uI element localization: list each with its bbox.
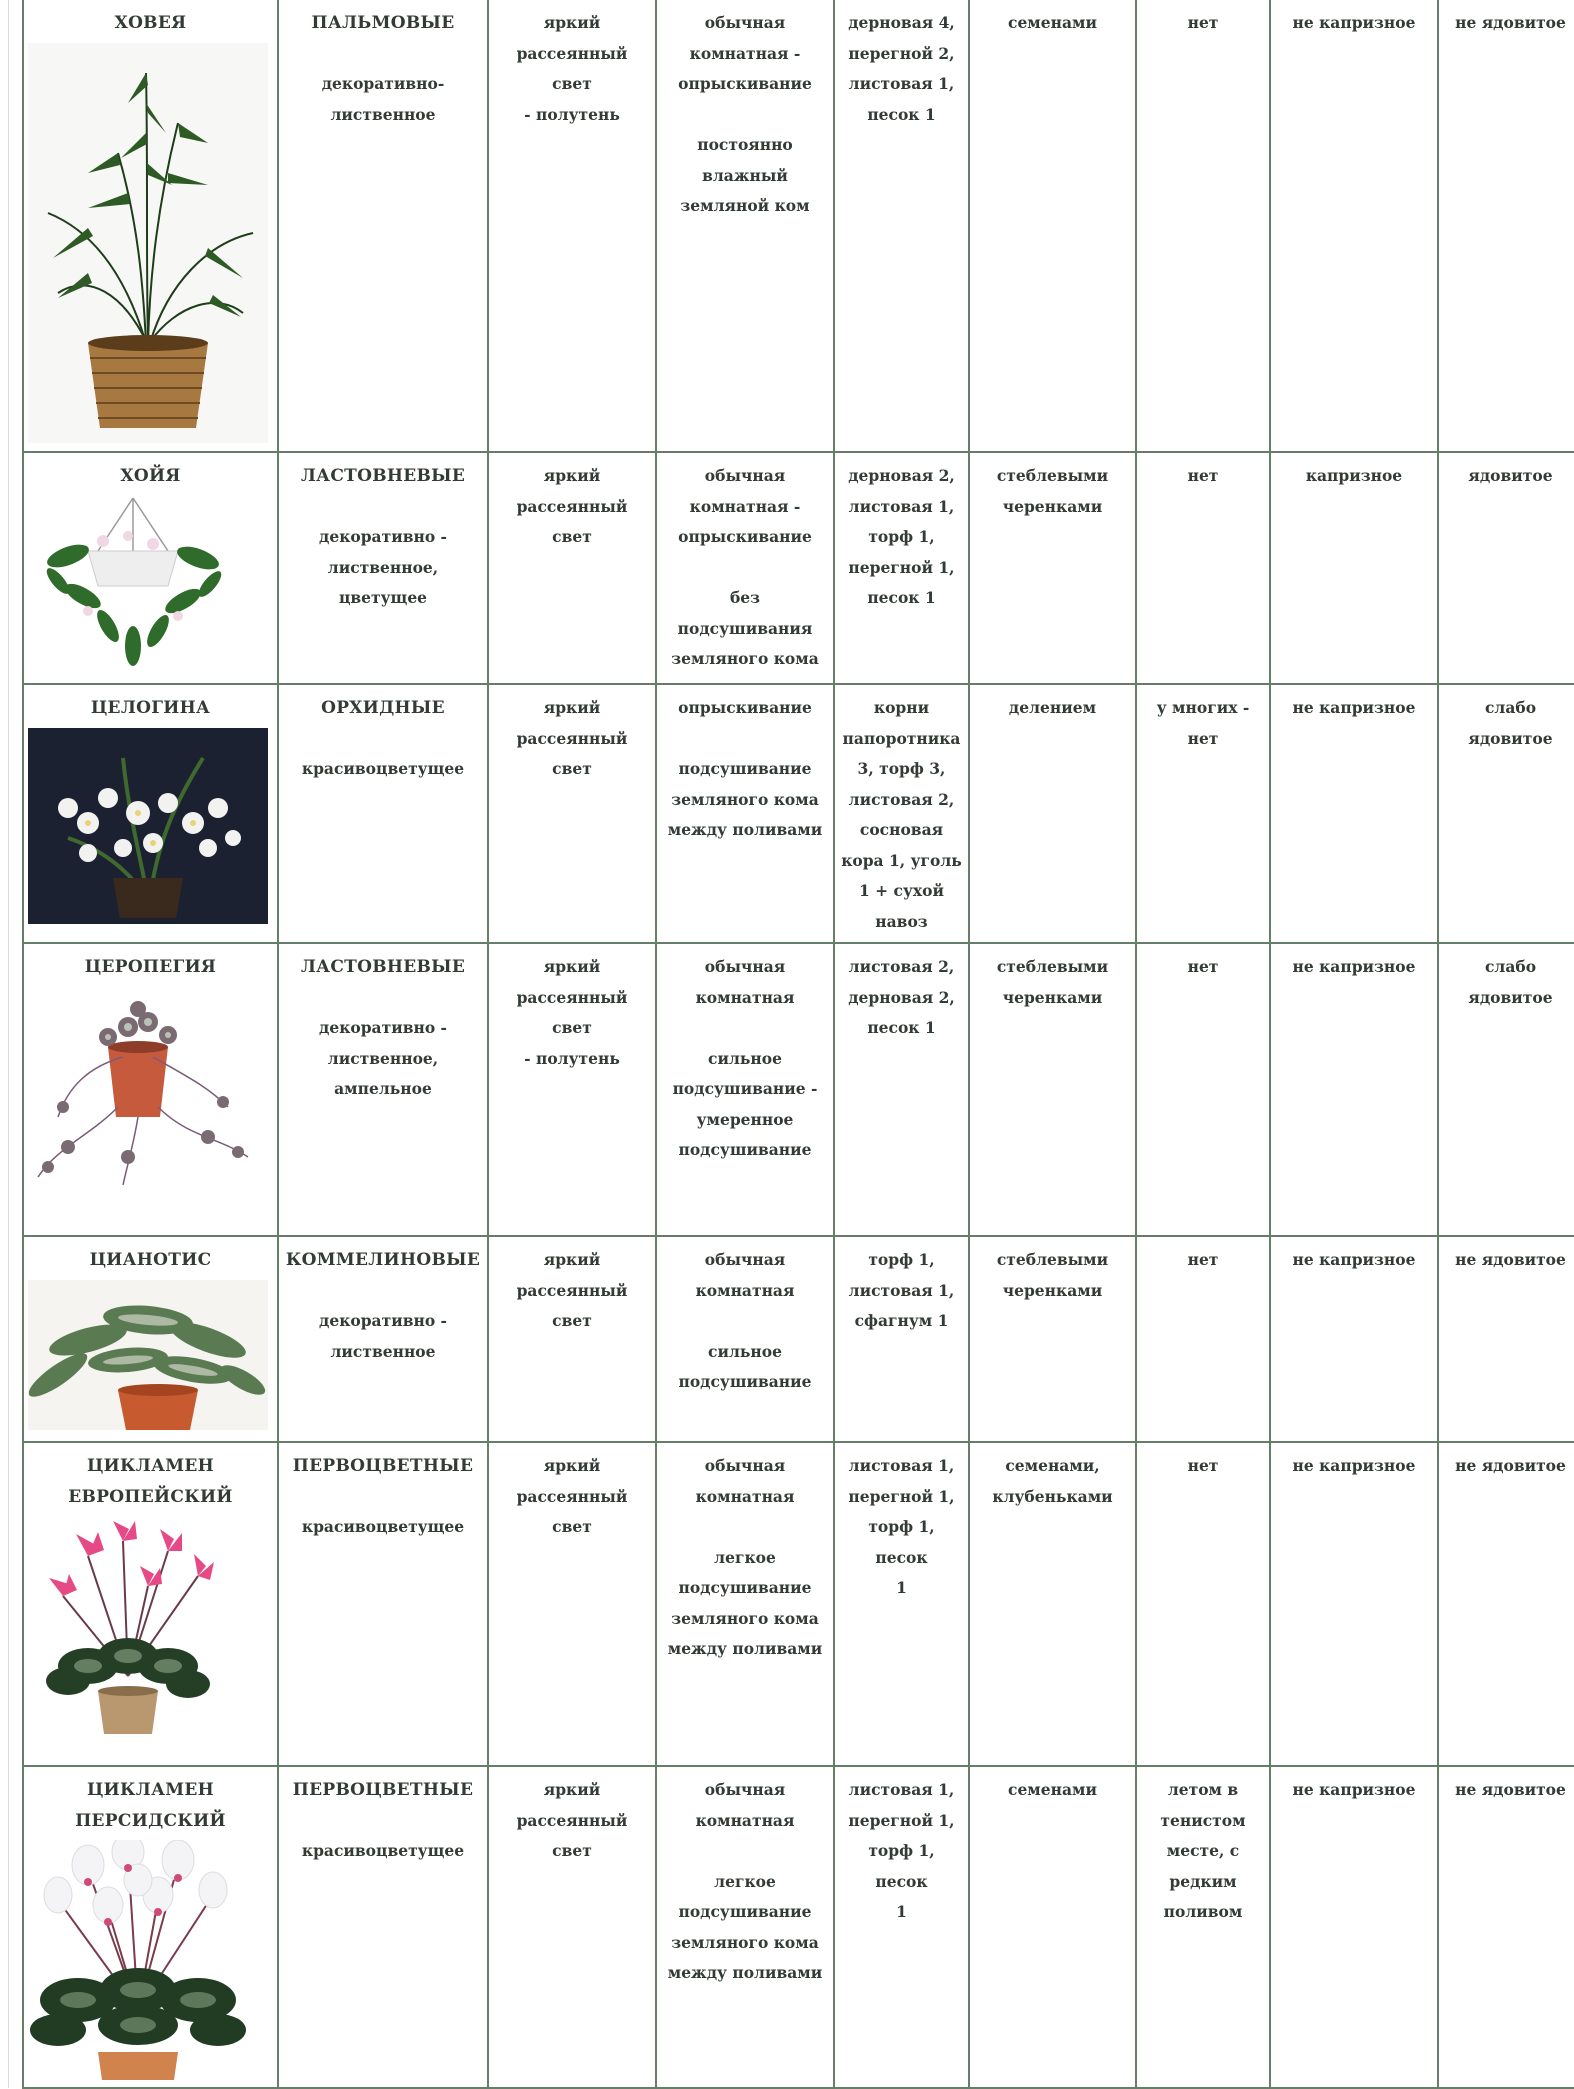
table-row <box>23 1442 1574 1766</box>
propagation-cell <box>969 1442 1136 1766</box>
propagation-cell <box>969 684 1136 943</box>
soil-line: сфагнум 1 <box>854 1311 949 1330</box>
ceropegia-vine-icon <box>28 987 273 1187</box>
soil-cell <box>834 1236 969 1442</box>
toxicity-line: ядовитое <box>1468 987 1553 1007</box>
soil-line: корни <box>873 698 930 717</box>
humidity-line: опрыскивание <box>678 698 812 717</box>
care-line: не капризное <box>1292 957 1416 976</box>
soil-cell <box>834 943 969 1236</box>
propagation-line: семенами, <box>1005 1456 1100 1475</box>
plant-name: ЕВРОПЕЙСКИЙ <box>68 1486 233 1507</box>
watering-line: между поливами <box>667 1639 823 1658</box>
family-cell <box>278 452 488 684</box>
watering-line: подсушивание <box>678 1372 812 1391</box>
watering-line: легкое <box>714 1871 776 1891</box>
plant-name: ЦИКЛАМЕН <box>86 1456 215 1476</box>
rest-period-cell <box>1136 1766 1270 2088</box>
care-cell <box>1270 1442 1438 1766</box>
soil-line: перегной 1, <box>848 1810 955 1830</box>
rest-period-line: редким <box>1169 1871 1237 1891</box>
soil-line: перегной 2, <box>848 43 955 63</box>
watering-line: между поливами <box>667 820 823 839</box>
plant-name: ЦЕЛОГИНА <box>90 698 211 718</box>
light-line: - полутень <box>524 1048 620 1068</box>
humidity-line: комнатная - <box>689 43 801 63</box>
light-line: яркий <box>543 1456 601 1475</box>
watering-cell <box>656 1766 834 2088</box>
toxicity-cell <box>1438 684 1574 943</box>
soil-line: листовая 1, <box>848 74 955 93</box>
soil-line: листовая 2, <box>848 789 955 809</box>
table-row <box>23 0 1574 452</box>
care-line: не капризное <box>1292 698 1416 717</box>
plant-family: ЛАСТОВНЕВЫЕ <box>300 466 466 486</box>
watering-line: подсушивание <box>678 1902 812 1921</box>
propagation-cell <box>969 1236 1136 1442</box>
care-cell <box>1270 943 1438 1236</box>
soil-line: 1 + сухой <box>858 881 944 900</box>
plant-name: ПЕРСИДСКИЙ <box>75 1810 226 1831</box>
rest-period-line: тенистом <box>1160 1810 1246 1830</box>
rest-period-line: нет <box>1187 1456 1219 1475</box>
rest-period-cell <box>1136 1442 1270 1766</box>
light-line: яркий <box>543 13 601 32</box>
soil-line: песок 1 <box>867 104 936 124</box>
plant-name-cell <box>23 1766 278 2088</box>
plant-name-cell <box>23 452 278 684</box>
toxicity-line: ядовитое <box>1468 728 1553 748</box>
humidity-line: обычная <box>704 1250 786 1269</box>
table-row <box>23 943 1574 1236</box>
humidity-line: комнатная - <box>689 496 801 516</box>
watering-cell <box>656 943 834 1236</box>
watering-line: земляного кома <box>671 1932 819 1952</box>
soil-line: 1 <box>896 1902 907 1921</box>
soil-line: 3, торф 3, <box>857 759 946 778</box>
light-line: рассеянный свет <box>516 728 628 778</box>
light-cell <box>488 0 656 452</box>
plant-type-line: красивоцветущее <box>301 1517 465 1536</box>
family-cell <box>278 1442 488 1766</box>
watering-line: земляного кома <box>671 1608 819 1628</box>
rest-period-line: нет <box>1187 1250 1219 1269</box>
soil-cell <box>834 0 969 452</box>
care-line: не капризное <box>1292 1456 1416 1475</box>
soil-line: дерновая 2, <box>848 987 955 1007</box>
plant-name: ЦИАНОТИС <box>89 1250 212 1270</box>
watering-line: без подсушивания <box>677 588 813 638</box>
care-line: не капризное <box>1292 1250 1416 1269</box>
humidity-line: обычная <box>704 466 786 485</box>
light-line: рассеянный свет <box>516 496 628 546</box>
light-line: - полутень <box>524 104 620 124</box>
watering-line: земляного кома <box>671 649 819 668</box>
soil-cell <box>834 452 969 684</box>
plant-family: КОММЕЛИНОВЫЕ <box>285 1250 481 1270</box>
toxicity-cell <box>1438 0 1574 452</box>
propagation-line: стеблевыми <box>996 957 1109 976</box>
care-cell <box>1270 452 1438 684</box>
toxicity-line: ядовитое <box>1468 466 1553 485</box>
watering-line: подсушивание <box>678 1578 812 1597</box>
propagation-line: стеблевыми <box>996 466 1109 485</box>
care-cell <box>1270 1236 1438 1442</box>
rest-period-line: поливом <box>1163 1902 1243 1921</box>
plant-type-line: декоративно- <box>321 74 445 93</box>
family-cell <box>278 0 488 452</box>
watering-cell <box>656 452 834 684</box>
family-cell <box>278 684 488 943</box>
watering-cell <box>656 1442 834 1766</box>
light-line: рассеянный свет <box>516 1280 628 1330</box>
care-cell <box>1270 0 1438 452</box>
propagation-line: семенами <box>1008 13 1097 32</box>
family-cell <box>278 943 488 1236</box>
plant-name-cell <box>23 1236 278 1442</box>
watering-line: легкое <box>714 1547 776 1567</box>
watering-line: постоянно <box>697 135 793 154</box>
watering-line: подсушивание <box>678 759 812 778</box>
toxicity-cell <box>1438 1442 1574 1766</box>
soil-line: торф 1, песок <box>868 1517 935 1567</box>
soil-line: папоротника <box>842 728 961 748</box>
toxicity-cell <box>1438 1236 1574 1442</box>
watering-cell <box>656 1236 834 1442</box>
rest-period-cell <box>1136 452 1270 684</box>
watering-line: умеренное <box>696 1109 794 1129</box>
care-line: капризное <box>1305 466 1403 485</box>
rest-period-line: месте, с <box>1166 1841 1240 1860</box>
propagation-line: клубеньками <box>992 1486 1113 1506</box>
soil-line: листовая 2, <box>848 957 955 976</box>
care-cell <box>1270 684 1438 943</box>
plant-name: ХОВЕЯ <box>114 13 187 33</box>
watering-line: земляного кома <box>671 789 819 809</box>
soil-line: дерновая 4, <box>848 13 955 32</box>
watering-line: между поливами <box>667 1963 823 1982</box>
care-cell <box>1270 1766 1438 2088</box>
watering-line: влажный <box>702 165 788 185</box>
propagation-cell <box>969 943 1136 1236</box>
watering-cell <box>656 684 834 943</box>
soil-line: торф 1, песок <box>868 1841 935 1891</box>
rest-period-cell <box>1136 1236 1270 1442</box>
toxicity-line: не ядовитое <box>1455 1456 1566 1475</box>
plant-family: ПАЛЬМОВЫЕ <box>311 13 455 33</box>
plant-type-line: декоративно - <box>319 1018 447 1037</box>
care-line: не капризное <box>1292 13 1416 32</box>
humidity-line: комнатная <box>695 1810 795 1830</box>
propagation-line: семенами <box>1008 1780 1097 1799</box>
table-row <box>23 684 1574 943</box>
soil-line: сосновая <box>859 820 944 839</box>
light-line: яркий <box>543 466 601 485</box>
table-row <box>23 452 1574 684</box>
soil-line: листовая 1, <box>848 1280 955 1300</box>
light-line: яркий <box>543 957 601 976</box>
pink-cyclamen-icon <box>28 1516 273 1738</box>
light-cell <box>488 1766 656 2088</box>
watering-line: сильное <box>708 1341 782 1361</box>
plant-type-line: лиственное <box>330 104 436 124</box>
rest-period-line: нет <box>1187 466 1219 485</box>
rest-period-cell <box>1136 0 1270 452</box>
rest-period-cell <box>1136 943 1270 1236</box>
rest-period-line: нет <box>1187 957 1219 976</box>
watering-line: сильное <box>708 1048 782 1068</box>
propagation-cell <box>969 0 1136 452</box>
propagation-cell <box>969 1766 1136 2088</box>
table-row <box>23 1236 1574 1442</box>
plant-type-line: лиственное, цветущее <box>327 557 439 607</box>
soil-cell <box>834 1442 969 1766</box>
soil-line: 1 <box>896 1578 907 1597</box>
page-edge-line <box>8 0 9 2088</box>
propagation-line: черенками <box>1002 987 1103 1007</box>
soil-line: навоз <box>875 911 928 931</box>
rest-period-line: нет <box>1187 728 1219 748</box>
toxicity-line: не ядовитое <box>1455 1780 1566 1799</box>
plant-type-line: декоративно - <box>319 1311 447 1330</box>
toxicity-cell <box>1438 1766 1574 2088</box>
plant-name-cell <box>23 0 278 452</box>
light-cell <box>488 1236 656 1442</box>
soil-line: листовая 1, <box>848 496 955 516</box>
soil-line: песок 1 <box>867 588 936 607</box>
light-cell <box>488 943 656 1236</box>
plant-family: ОРХИДНЫЕ <box>321 698 445 718</box>
humidity-line: обычная <box>704 957 786 976</box>
white-cyclamen-icon <box>28 1840 273 2080</box>
plant-family: ЛАСТОВНЕВЫЕ <box>300 957 466 977</box>
humidity-line: обычная <box>704 13 786 32</box>
rest-period-line: летом в <box>1167 1780 1239 1799</box>
plant-name-cell <box>23 943 278 1236</box>
humidity-line: обычная <box>704 1780 786 1799</box>
white-orchid-icon <box>28 728 273 924</box>
light-line: рассеянный свет <box>516 987 628 1037</box>
kentia-palm-icon <box>28 43 273 443</box>
cyanotis-succulent-icon <box>28 1280 273 1430</box>
family-cell <box>278 1236 488 1442</box>
soil-line: дерновая 2, <box>848 466 955 485</box>
soil-line: листовая 1, <box>848 1780 955 1799</box>
plant-type-line: декоративно - <box>319 527 447 546</box>
humidity-line: опрыскивание <box>678 74 812 93</box>
toxicity-cell <box>1438 943 1574 1236</box>
plant-family: ПЕРВОЦВЕТНЫЕ <box>292 1456 474 1476</box>
rest-period-cell <box>1136 684 1270 943</box>
light-line: яркий <box>543 1780 601 1799</box>
soil-line: кора 1, уголь <box>841 850 962 870</box>
propagation-line: делением <box>1008 698 1097 717</box>
plant-family: ПЕРВОЦВЕТНЫЕ <box>292 1780 474 1800</box>
plant-name-cell <box>23 684 278 943</box>
plant-name-cell <box>23 1442 278 1766</box>
propagation-line: черенками <box>1002 496 1103 516</box>
family-cell <box>278 1766 488 2088</box>
light-line: рассеянный свет <box>516 1810 628 1860</box>
propagation-line: стеблевыми <box>996 1250 1109 1269</box>
plant-type-line: красивоцветущее <box>301 1841 465 1860</box>
toxicity-line: слабо <box>1484 698 1537 717</box>
soil-line: торф 1, <box>868 1250 935 1269</box>
soil-line: листовая 1, <box>848 1456 955 1475</box>
rest-period-line: у многих - <box>1156 698 1250 717</box>
rest-period-line: нет <box>1187 13 1219 32</box>
toxicity-line: не ядовитое <box>1455 1250 1566 1269</box>
watering-cell <box>656 0 834 452</box>
toxicity-cell <box>1438 452 1574 684</box>
soil-line: песок 1 <box>867 1018 936 1037</box>
light-line: рассеянный свет <box>516 1486 628 1536</box>
soil-line: перегной 1, <box>848 1486 955 1506</box>
soil-line: торф 1, <box>868 527 935 546</box>
hanging-hoya-icon <box>28 496 273 676</box>
light-line: яркий <box>543 698 601 717</box>
light-cell <box>488 452 656 684</box>
soil-cell <box>834 684 969 943</box>
care-line: не капризное <box>1292 1780 1416 1799</box>
plant-name: ХОЙЯ <box>120 466 181 486</box>
humidity-line: комнатная <box>695 1280 795 1300</box>
light-line: рассеянный свет <box>516 43 628 93</box>
light-cell <box>488 684 656 943</box>
light-line: яркий <box>543 1250 601 1269</box>
humidity-line: комнатная <box>695 1486 795 1506</box>
light-cell <box>488 1442 656 1766</box>
humidity-line: опрыскивание <box>678 527 812 546</box>
watering-line: земляной ком <box>680 196 810 215</box>
watering-line: подсушивание <box>678 1140 812 1159</box>
plant-type-line: ампельное <box>334 1079 432 1098</box>
humidity-line: обычная <box>704 1456 786 1475</box>
plant-type-line: красивоцветущее <box>301 759 465 778</box>
soil-cell <box>834 1766 969 2088</box>
propagation-cell <box>969 452 1136 684</box>
soil-line: перегной 1, <box>848 557 955 577</box>
table-row <box>23 1766 1574 2088</box>
toxicity-line: не ядовитое <box>1455 13 1566 32</box>
plant-type-line: лиственное, <box>327 1048 439 1068</box>
watering-line: подсушивание - <box>672 1079 818 1098</box>
toxicity-line: слабо <box>1484 957 1537 976</box>
plant-name: ЦИКЛАМЕН <box>86 1780 215 1800</box>
humidity-line: комнатная <box>695 987 795 1007</box>
plant-name: ЦЕРОПЕГИЯ <box>84 957 217 977</box>
plant-type-line: лиственное <box>330 1341 436 1361</box>
propagation-line: черенками <box>1002 1280 1103 1300</box>
plant-care-table <box>22 0 1574 2089</box>
